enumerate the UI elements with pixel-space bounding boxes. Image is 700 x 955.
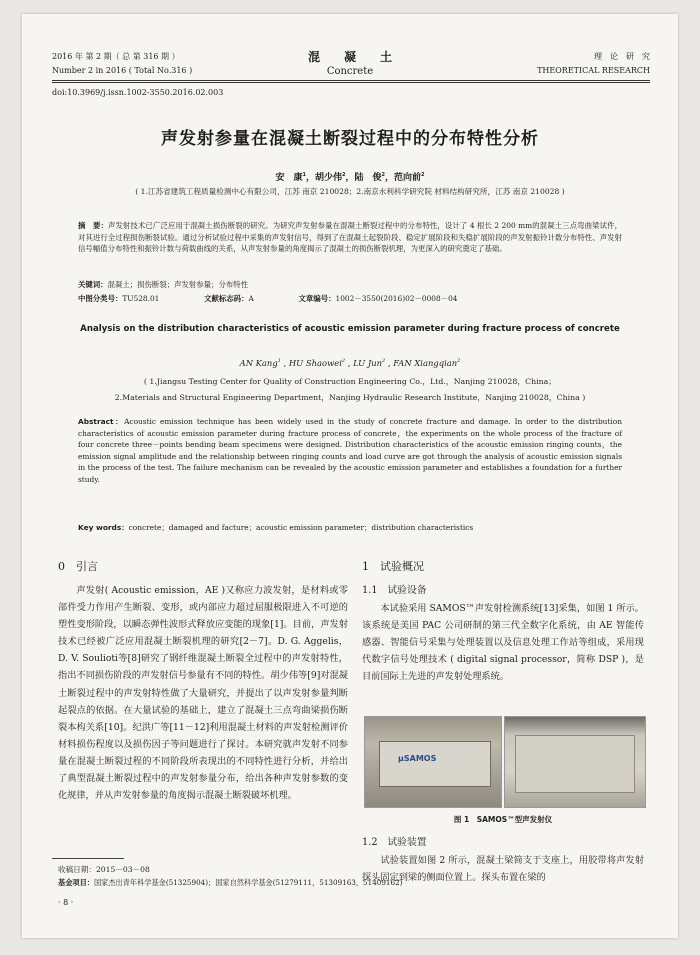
issue-en: Number 2 in 2016 ( Total No.316 ) xyxy=(52,66,193,75)
paper-page xyxy=(22,14,678,938)
code-value: A xyxy=(248,294,254,303)
author-en: HU Shaowei$^2$ xyxy=(288,358,346,368)
fund-note xyxy=(58,878,402,888)
device-front-panel xyxy=(379,741,491,787)
paper-title-cn: 声发射参量在混凝土断裂过程中的分布特性分析 xyxy=(161,129,539,149)
clc-value: TU528.01 xyxy=(122,294,160,303)
received-date: 收稿日期：2015－03－08 xyxy=(58,865,150,874)
keywords-en xyxy=(78,522,622,534)
section-1-1-paragraph: 本试验采用 SAMOS™声发射检测系统[13]采集，如图 1 所示。该系统是美国 PAC 公司研制的第三代全数字化系统，由 AE 智能传感器、智能信号采集与处理装置以及信息处理工作站等组成，采用现代数字信号处理技术 ( digital signal processor，简称 DSP )，是目前国际上先进的声发射处理系统。 xyxy=(362,603,644,683)
abstract-cn xyxy=(78,220,622,255)
code-label: 文献标志码： xyxy=(204,294,249,303)
section-0-body xyxy=(58,582,348,804)
section-1-2-paragraph: 试验装置如图 2 所示，混凝土梁简支于支座上，用胶带将声发射探头固定到梁的侧面位置上。探头布置在梁的 xyxy=(362,855,644,884)
author-cn: 范向前$^2$ xyxy=(394,172,425,183)
section-1-1-heading: 1.1 试验设备 xyxy=(362,585,427,596)
paper-title-en: Analysis on the distribution characteristics of acoustic emission parameter during fracture process of concrete xyxy=(80,324,620,334)
footnote-divider xyxy=(52,858,124,859)
keywords-cn-text: 混凝土；损伤断裂；声发射参量；分布特性 xyxy=(107,280,249,289)
keywords-cn xyxy=(78,279,622,291)
affiliation-en-1: ( 1.Jiangsu Testing Center for Quality of Construction Engineering Co.，Ltd.，Nanjing 210028，China； xyxy=(143,377,557,386)
device-board xyxy=(515,735,635,793)
classification-line xyxy=(78,293,622,305)
authors-cn: 安 康$^1$，胡少伟$^2$，陆 俊$^2$，范向前$^2$ xyxy=(275,172,425,183)
journal-en: Concrete xyxy=(326,66,374,77)
fund-label: 基金项目： xyxy=(58,878,94,887)
abstract-cn-text: 声发射技术已广泛应用于混凝土损伤断裂的研究。为研究声发射参量在混凝土断裂过程中的分布特性，设计了 4 根长 2 200 mm的混凝土三点弯曲梁试件，对其进行全过程损伤断裂试验。通过分析试验过程中采集的声发射信号，得到了在混凝土起裂阶段、稳定扩展阶段和失稳扩展阶段的声发射振铃计数分布特性、声发射信号幅值分布特性和振铃计数与荷载曲线的关系，从声发射参量的角度揭示了混凝土的损伤断裂机理，为更深入的研究奠定了基础。 xyxy=(78,221,622,254)
journal-cn: 混 凝 土 xyxy=(307,50,392,64)
affiliation-cn: ( 1.江苏省建筑工程质量检测中心有限公司，江苏 南京 210028；2.南京水利科学研究院 材料结构研究所，江苏 南京 210028 ) xyxy=(135,187,565,196)
article-label: 文章编号： xyxy=(298,294,336,303)
keywords-cn-label: 关键词： xyxy=(78,280,108,289)
figure-1-device-photo xyxy=(364,716,502,808)
keywords-en-text: concrete；damaged and facture；acoustic emission parameter；distribution characteristics xyxy=(128,523,474,532)
keywords-en-label: Key words： xyxy=(78,523,129,532)
figure-1-board-photo xyxy=(504,716,646,808)
fund-text: 国家杰出青年科学基金(51325904)；国家自然科学基金(51279111，51309163，51409162) xyxy=(93,878,403,887)
section-0-heading: 0 引言 xyxy=(58,560,98,573)
section-0-paragraph: 声发射( Acoustic emission，AE )又称应力波发射，是材料或零部件受力作用产生断裂、变形，或内部应力超过屈服极限进入不可逆的塑性变形阶段，以瞬态弹性波形式释放应变能的现象[1]。目前，声发射技术已经被广泛应用混凝土断裂机理的研究[2－7]。D. G. Aggelis，D. V. Soulioti等[8]研究了钢纤维混凝土断裂全过程中的声发射特性，指出不同损伤阶段的声发射信号参量有不同的特性。胡少伟等[9]对混凝土断裂过程中的声发射特性做了大量研究，并提出了以声发射参量判断起裂点的依据。在大量试验的基础上，建立了混凝土三点弯曲梁损伤断裂本构关系[10]。纪洪广等[11－12]利用混凝土材料的声发射检测评价材料损伤程度以及损伤因子等问题进行了探讨。本研究就声发射不同参量在混凝土断裂过程的不同阶段所表现出的不同特性进行分析，并给出了典型混凝土断裂过程中的声发射参量分布，给出各种声发射参数的变化规律，并从声发射参量的角度揭示混凝土断裂破坏机理。 xyxy=(58,585,348,802)
figure-1-caption: 图 1 SAMOS™型声发射仪 xyxy=(453,815,553,824)
header-rule-2 xyxy=(52,82,650,83)
issue-cn: 2016 年 第 2 期（ 总 第 316 期 ） xyxy=(52,52,180,61)
section-en: THEORETICAL RESEARCH xyxy=(537,66,650,75)
abstract-cn-label: 摘 要： xyxy=(78,221,108,230)
author-cn: 胡少伟$^2$ xyxy=(314,172,346,183)
article-value: 1002－3550(2016)02－0008－04 xyxy=(335,294,458,303)
clc-label: 中图分类号： xyxy=(78,294,123,303)
section-cn: 理 论 研 究 xyxy=(594,52,650,61)
section-1-1-body xyxy=(362,600,644,685)
affiliation-en-2: 2.Materials and Structural Engineering Department，Nanjing Hydraulic Research Institute，Nanjing 210028，China ) xyxy=(114,393,586,402)
device-logo: μSAMOS xyxy=(398,754,437,763)
page-number: · 8 · xyxy=(58,898,74,907)
authors-en: AN Kang$^1$ , HU Shaowei$^2$ , LU Jun$^2$ , FAN Xiangqian$^2$ xyxy=(239,358,461,368)
header-rule xyxy=(52,80,650,81)
section-1-2-heading: 1.2 试验装置 xyxy=(362,837,427,848)
author-en: FAN Xiangqian$^2$ xyxy=(393,358,461,368)
abstract-en-text: Acoustic emission technique has been widely used in the study of concrete fracture and damage. In order to the distribution characteristics of acoustic emission parameter during fracture process of concrete，the experiments on the whole process of the fracture of four concrete three－points bending beam specimens were designed. Distribution characteristics of the acoustic emission ringing counts，the emission signal amplitude and the relationship between ringing counts and load curve are got through the analysis of acoustic emission signals in the process of the test. The failure mechanism can be revealed by the acoustic emission parameter and establishes a foundation for a further study. xyxy=(78,417,622,484)
doi: doi:10.3969/j.issn.1002-3550.2016.02.003 xyxy=(52,88,224,97)
abstract-en-label: Abstract： xyxy=(78,417,125,426)
abstract-en xyxy=(78,416,622,486)
section-1-heading: 1 试验概况 xyxy=(362,560,424,573)
author-cn: 安 康$^1$ xyxy=(275,172,306,183)
section-1-2-body xyxy=(362,852,644,886)
author-en: AN Kang$^1$ xyxy=(239,358,281,368)
author-cn: 陆 俊$^2$ xyxy=(354,172,385,183)
author-en: LU Jun$^2$ xyxy=(353,358,386,368)
